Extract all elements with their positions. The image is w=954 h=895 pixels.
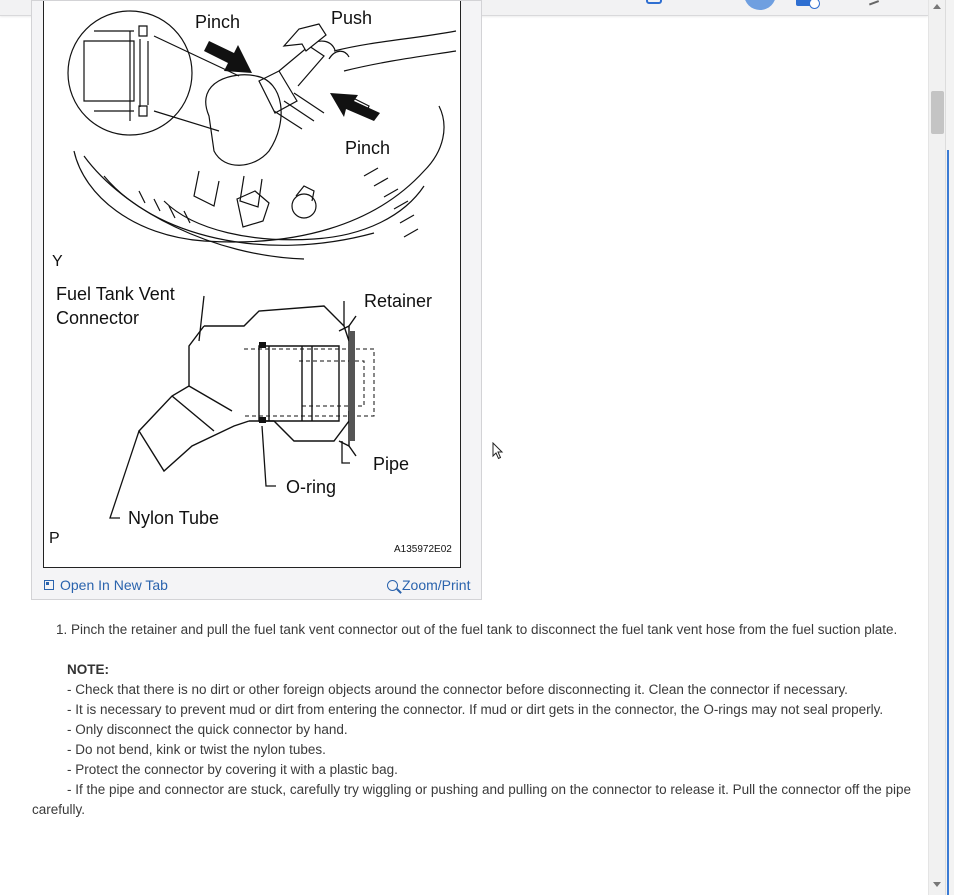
scroll-thumb[interactable] [931, 91, 944, 134]
note-item: - If the pipe and connector are stuck, carefully try wiggling or pushing and pulling on the connector to release it. Pull the connector off the pipe carefully. [32, 782, 912, 817]
label-nylon-tube: Nylon Tube [128, 508, 220, 528]
label-view-y: Y [52, 253, 63, 270]
scroll-down-arrow-icon[interactable] [933, 882, 941, 887]
procedure-text [32, 620, 912, 820]
mouse-cursor-icon [492, 442, 504, 460]
open-new-tab-label: Open In New Tab [60, 577, 168, 593]
figure-actions [32, 571, 483, 599]
add-user-icon[interactable] [796, 0, 816, 6]
label-retainer: Retainer [364, 291, 433, 311]
avatar[interactable] [744, 0, 776, 10]
label-fuel-tank-vent-connector-1: Fuel Tank Vent [56, 284, 175, 304]
open-new-tab-link[interactable] [44, 577, 168, 593]
figure-image [43, 1, 461, 568]
label-view-p: P [49, 530, 60, 547]
step-1-text: 1. Pinch the retainer and pull the fuel tank vent connector out of the fuel tank to disconnect the fuel tank vent hose from the fuel suction plate. [56, 622, 898, 637]
note-item: - Protect the connector by covering it with a plastic bag. [67, 762, 398, 777]
label-pinch-right: Pinch [345, 138, 391, 158]
note-title: NOTE: [67, 662, 109, 677]
note-item: - Only disconnect the quick connector by hand. [67, 722, 348, 737]
scroll-up-arrow-icon[interactable] [933, 4, 941, 9]
label-o-ring: O-ring [286, 477, 337, 497]
figure-code: A135972E02 [394, 544, 452, 555]
zoom-print-label: Zoom/Print [402, 577, 471, 593]
note-item: - Do not bend, kink or twist the nylon tubes. [67, 742, 326, 757]
note-item: - It is necessary to prevent mud or dirt from entering the connector. If mud or dirt gets in the connector, the O-rings may not seal properly. [67, 702, 884, 717]
label-push: Push [331, 8, 373, 28]
window-accent-border [947, 150, 949, 895]
figure-card [31, 0, 482, 600]
new-tab-icon [44, 580, 54, 590]
zoom-icon [387, 580, 398, 591]
label-fuel-tank-vent-connector-2: Connector [56, 308, 140, 328]
zoom-print-link[interactable] [387, 577, 470, 593]
chat-icon[interactable] [646, 0, 662, 4]
label-pinch-top: Pinch [195, 12, 241, 32]
note-item: - Check that there is no dirt or other foreign objects around the connector before disconnecting it. Clean the connector if necessary. [67, 682, 848, 697]
label-pipe: Pipe [373, 454, 410, 474]
more-icon[interactable] [867, 0, 879, 5]
vertical-scrollbar[interactable] [928, 0, 946, 895]
